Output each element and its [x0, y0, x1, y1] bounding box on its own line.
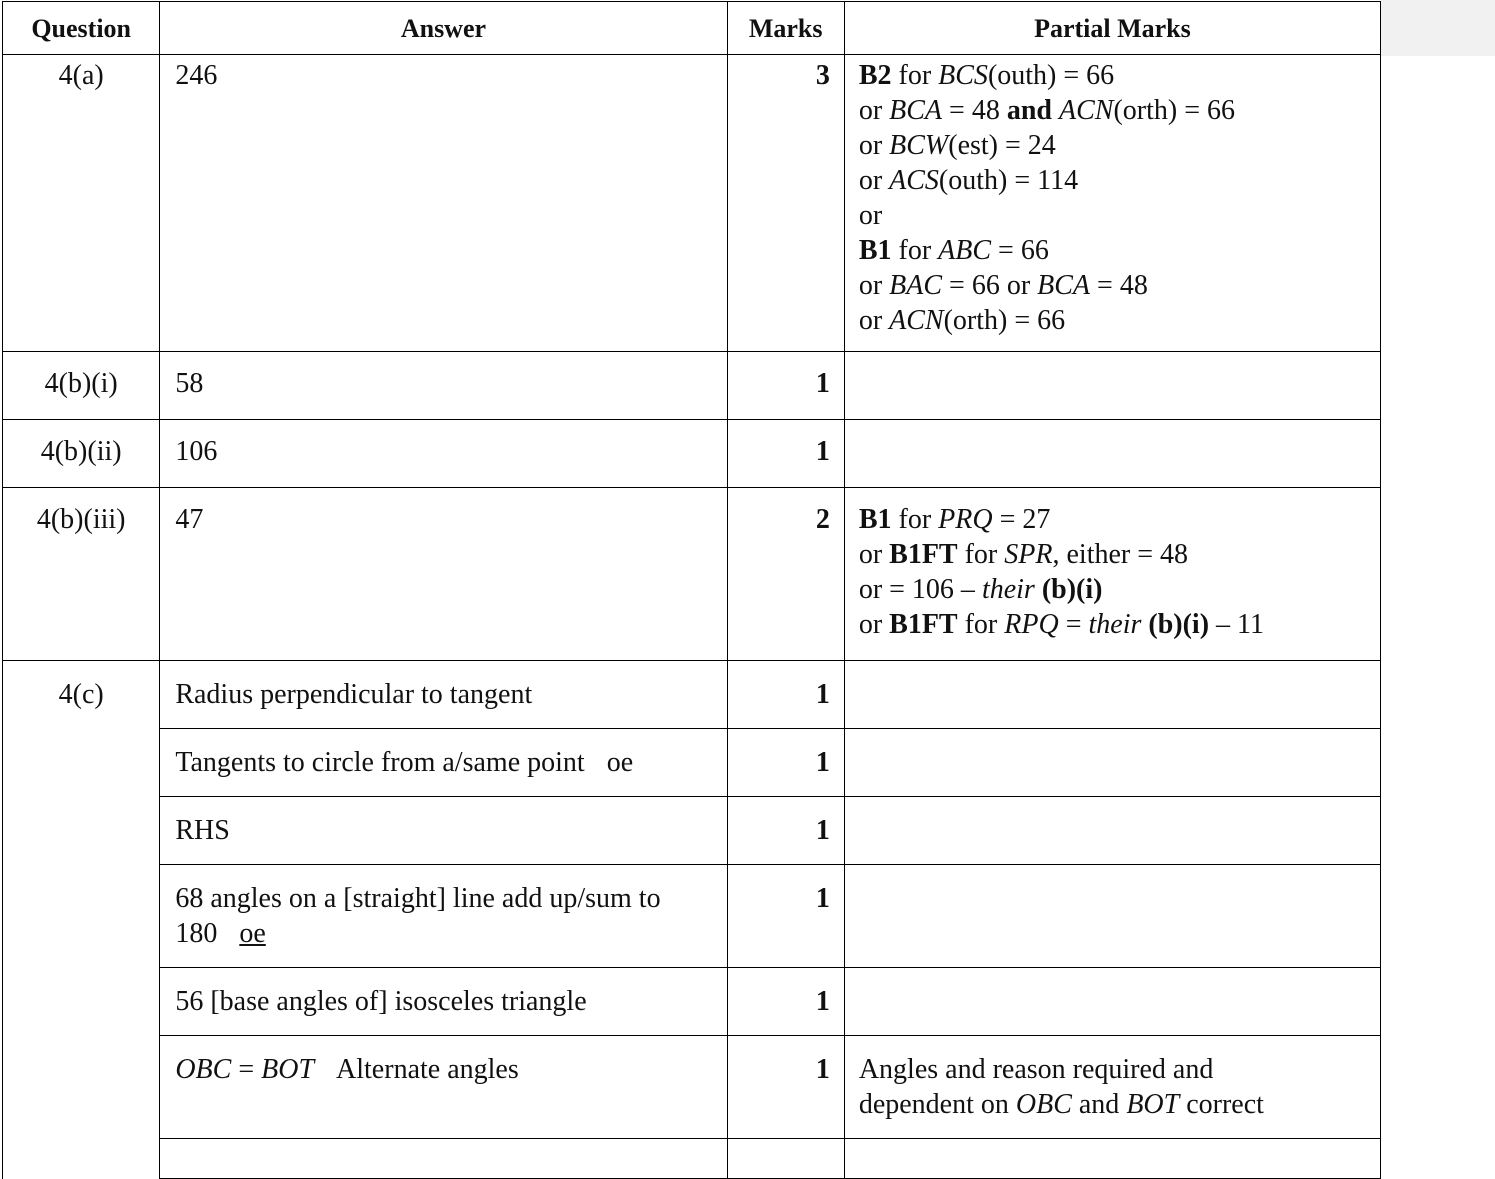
answer-cell: Radius perpendicular to tangent [160, 661, 727, 729]
header-marks: Marks [727, 2, 844, 55]
answer-cell: 58 [160, 352, 727, 420]
table-row-4bi [3, 352, 1381, 420]
partial-line: B2 for BCS(outh) = 66 [858, 60, 1115, 91]
marks-cell [727, 1139, 844, 1179]
partial-line: B1 for ABC = 66 [858, 235, 1049, 266]
partial-line: or B1FT for RPQ = their (b)(i) – 11 [858, 609, 1265, 640]
partial-line: or ACS(outh) = 114 [858, 165, 1079, 196]
marks-cell: 1 [727, 1036, 844, 1139]
answer-cell: Tangents to circle from a/same point oe [160, 729, 727, 797]
marks-cell: 1 [727, 420, 844, 488]
header-partial-marks: Partial Marks [844, 2, 1380, 55]
answer-cell: 56 [base angles of] isosceles triangle [160, 968, 727, 1036]
table-row-4c-3 [3, 797, 1381, 865]
marks-cell: 1 [727, 797, 844, 865]
partial-marks-cell [844, 661, 1380, 729]
partial-line: or BCW(est) = 24 [858, 130, 1056, 161]
answer-cell: RHS [160, 797, 727, 865]
partial-line: B1 for PRQ = 27 [858, 504, 1051, 535]
mark-scheme-table [2, 1, 1381, 1179]
partial-marks-cell [844, 865, 1380, 968]
marks-cell: 1 [727, 661, 844, 729]
table-row-4c-1 [3, 661, 1381, 729]
table-row-next [3, 1139, 1381, 1179]
answer-cell: 246 [160, 55, 727, 352]
header-row [3, 2, 1381, 55]
partial-marks-cell [844, 488, 1380, 661]
answer-cell: 106 [160, 420, 727, 488]
marks-cell: 1 [727, 865, 844, 968]
table-row-4biii [3, 488, 1381, 661]
answer-cell: 47 [160, 488, 727, 661]
marks-cell: 1 [727, 352, 844, 420]
partial-marks-cell [844, 729, 1380, 797]
question-cell: 4(c) [3, 661, 160, 1179]
table-row-4bii [3, 420, 1381, 488]
partial-marks-cell [844, 968, 1380, 1036]
marks-cell: 3 [727, 55, 844, 352]
partial-line: or BAC = 66 or BCA = 48 [858, 270, 1148, 301]
partial-line: or [858, 200, 883, 231]
partial-line: or BCA = 48 and ACN(orth) = 66 [858, 95, 1235, 126]
question-cell: 4(a) [3, 55, 160, 352]
partial-marks-cell [844, 55, 1380, 352]
partial-marks-cell [844, 420, 1380, 488]
header-answer: Answer [160, 2, 727, 55]
partial-line: or B1FT for SPR, either = 48 [858, 539, 1189, 570]
answer-cell: 68 angles on a [straight] line add up/sum to 180 oe [160, 865, 727, 968]
answer-cell [160, 1139, 727, 1179]
question-cell: 4(b)(ii) [3, 420, 160, 488]
marks-cell: 2 [727, 488, 844, 661]
table-row-4a [3, 55, 1381, 352]
marks-cell: 1 [727, 968, 844, 1036]
answer-cell: OBC = BOT Alternate angles [160, 1036, 727, 1139]
header-question: Question [3, 2, 160, 55]
question-cell: 4(b)(i) [3, 352, 160, 420]
table-row-4c-6 [3, 1036, 1381, 1139]
table-row-4c-5 [3, 968, 1381, 1036]
partial-marks-cell [844, 797, 1380, 865]
partial-line: or = 106 – their (b)(i) [858, 574, 1103, 605]
right-gutter [1381, 0, 1495, 56]
table-row-4c-2 [3, 729, 1381, 797]
partial-marks-cell [844, 1139, 1380, 1179]
partial-line: dependent on OBC and BOT correct [858, 1089, 1264, 1120]
partial-marks-cell [844, 1036, 1380, 1139]
partial-marks-cell [844, 352, 1380, 420]
partial-line: or ACN(orth) = 66 [858, 305, 1066, 336]
partial-line: Angles and reason required and [858, 1054, 1214, 1085]
question-cell: 4(b)(iii) [3, 488, 160, 661]
table-row-4c-4 [3, 865, 1381, 968]
marks-cell: 1 [727, 729, 844, 797]
